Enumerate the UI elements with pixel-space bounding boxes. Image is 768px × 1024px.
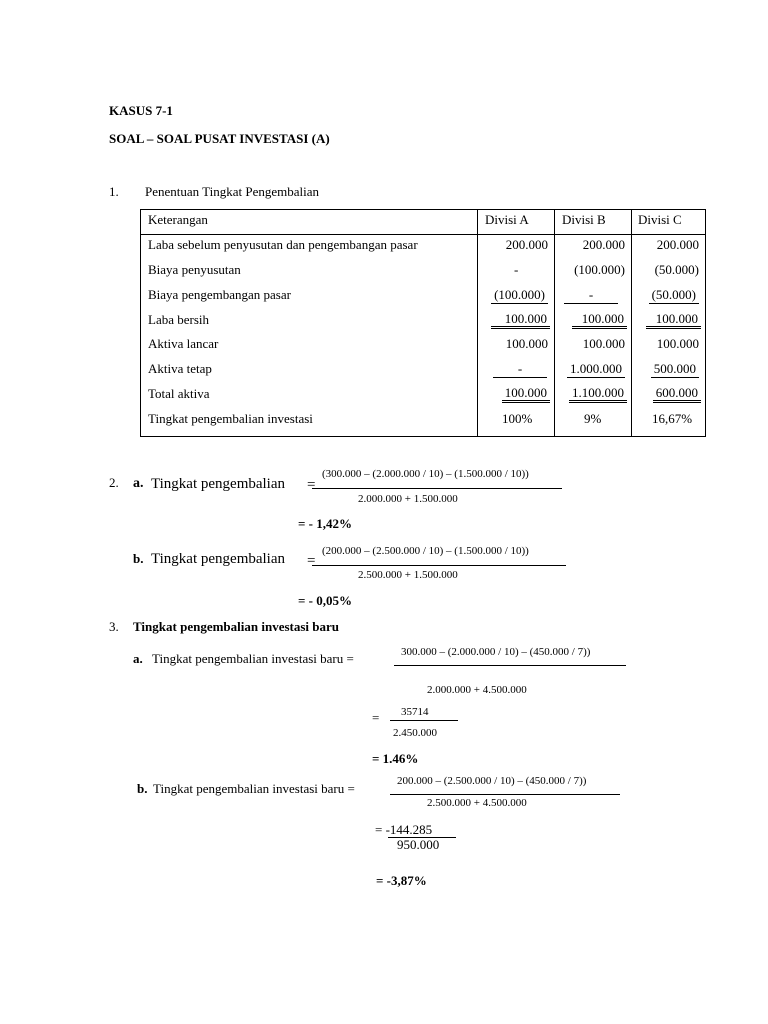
item-3b-letter: b. [137,781,148,796]
table-header-keterangan: Keterangan [148,212,208,227]
fraction-bar [390,794,620,795]
fraction-bar [312,488,562,489]
table-cell: 100% [502,411,533,426]
table-cell: 600.000 [653,385,701,401]
table-cell: 100.000 [656,336,699,351]
table-cell: 200.000 [505,237,548,252]
table-cell: 100.000 [491,311,550,327]
item-2b-numerator: (200.000 – (2.500.000 / 10) – (1.500.000 / 10)) [322,545,529,557]
item-3b-numerator-2: = -144.285 [375,822,433,837]
section-3-title: Tingkat pengembalian investasi baru [133,619,340,634]
table-row-label: Aktiva lancar [148,336,219,351]
table-row-label: Biaya penyusutan [148,262,241,277]
item-3b-denominator: 2.500.000 + 4.500.000 [427,797,527,809]
table-header-divisi-c: Divisi C [638,212,682,227]
table-cell: 9% [584,411,602,426]
section-1-title: Penentuan Tingkat Pengembalian [145,184,320,199]
item-2a-result: = - 1,42% [298,516,352,531]
item-2a-numerator: (300.000 – (2.000.000 / 10) – (1.500.000 / 10)) [322,468,529,480]
fraction-bar [390,720,458,721]
case-title: KASUS 7-1 [109,103,173,118]
table-row-label: Biaya pengembangan pasar [148,287,291,302]
item-2b-denominator: 2.500.000 + 1.500.000 [358,569,458,581]
table-cell: 16,67% [652,411,693,426]
item-2a-equals: = [307,477,316,493]
table-cell: 100.000 [582,336,625,351]
document-subtitle: SOAL – SOAL PUSAT INVESTASI (A) [109,131,330,146]
item-3b-label: Tingkat pengembalian investasi baru = [153,781,355,796]
table-cell: (50.000) [654,262,699,277]
table-cell: 1.000.000 [567,361,625,377]
fraction-bar [312,565,566,566]
item-2a-denominator: 2.000.000 + 1.500.000 [358,493,458,505]
item-3a-letter: a. [133,651,143,666]
table-cell: (50.000) [649,287,699,303]
item-3b-result: = -3,87% [376,873,427,888]
item-3a-label: Tingkat pengembalian investasi baru = [152,651,354,666]
section-1-number: 1. [109,184,119,199]
item-3a-numerator: 300.000 – (2.000.000 / 10) – (450.000 / 7)) [401,646,591,658]
table-cell: (100.000) [491,287,548,303]
item-3b-denominator-2: 950.000 [397,837,440,852]
table-cell: 200.000 [582,237,625,252]
table-row-label: Total aktiva [148,386,210,401]
item-2b-letter: b. [133,551,144,566]
table-cell: 1.100.000 [569,385,627,401]
item-2a-letter: a. [133,476,144,491]
item-3a-numerator-2: 35714 [401,706,429,718]
table-row-label: Laba bersih [148,312,210,327]
table-cell: - [564,287,618,304]
section-2-number: 2. [109,475,119,490]
item-3a-denominator-2: 2.450.000 [393,727,437,739]
table-cell: - [493,361,547,378]
table-cell: 200.000 [656,237,699,252]
fraction-bar [394,665,626,666]
item-2b-label: Tingkat pengembalian [151,551,286,567]
table-cell: 100.000 [505,336,548,351]
table-cell: 100.000 [646,311,701,327]
item-2b-result: = - 0,05% [298,593,352,608]
item-3a-denominator: 2.000.000 + 4.500.000 [427,684,527,696]
table-row-label: Aktiva tetap [148,361,212,376]
table-header-divisi-a: Divisi A [485,212,529,227]
item-3b-numerator: 200.000 – (2.500.000 / 10) – (450.000 / 7)) [397,775,587,787]
table-header-divisi-b: Divisi B [562,212,606,227]
table-cell: 100.000 [502,385,550,401]
table-cell: 100.000 [572,311,627,327]
section-3-number: 3. [109,619,119,634]
table-row-label: Laba sebelum penyusutan dan pengembangan pasar [148,237,418,252]
item-2a-label: Tingkat pengembalian [151,476,286,492]
item-3a-equals: = [372,710,380,725]
return-table [140,209,706,437]
table-row-label: Tingkat pengembalian investasi [148,411,313,426]
item-3a-result: = 1.46% [372,751,419,766]
table-cell: 500.000 [651,361,699,377]
table-cell: - [514,262,519,277]
table-cell: (100.000) [574,262,625,277]
item-2b-equals: = [307,553,316,569]
